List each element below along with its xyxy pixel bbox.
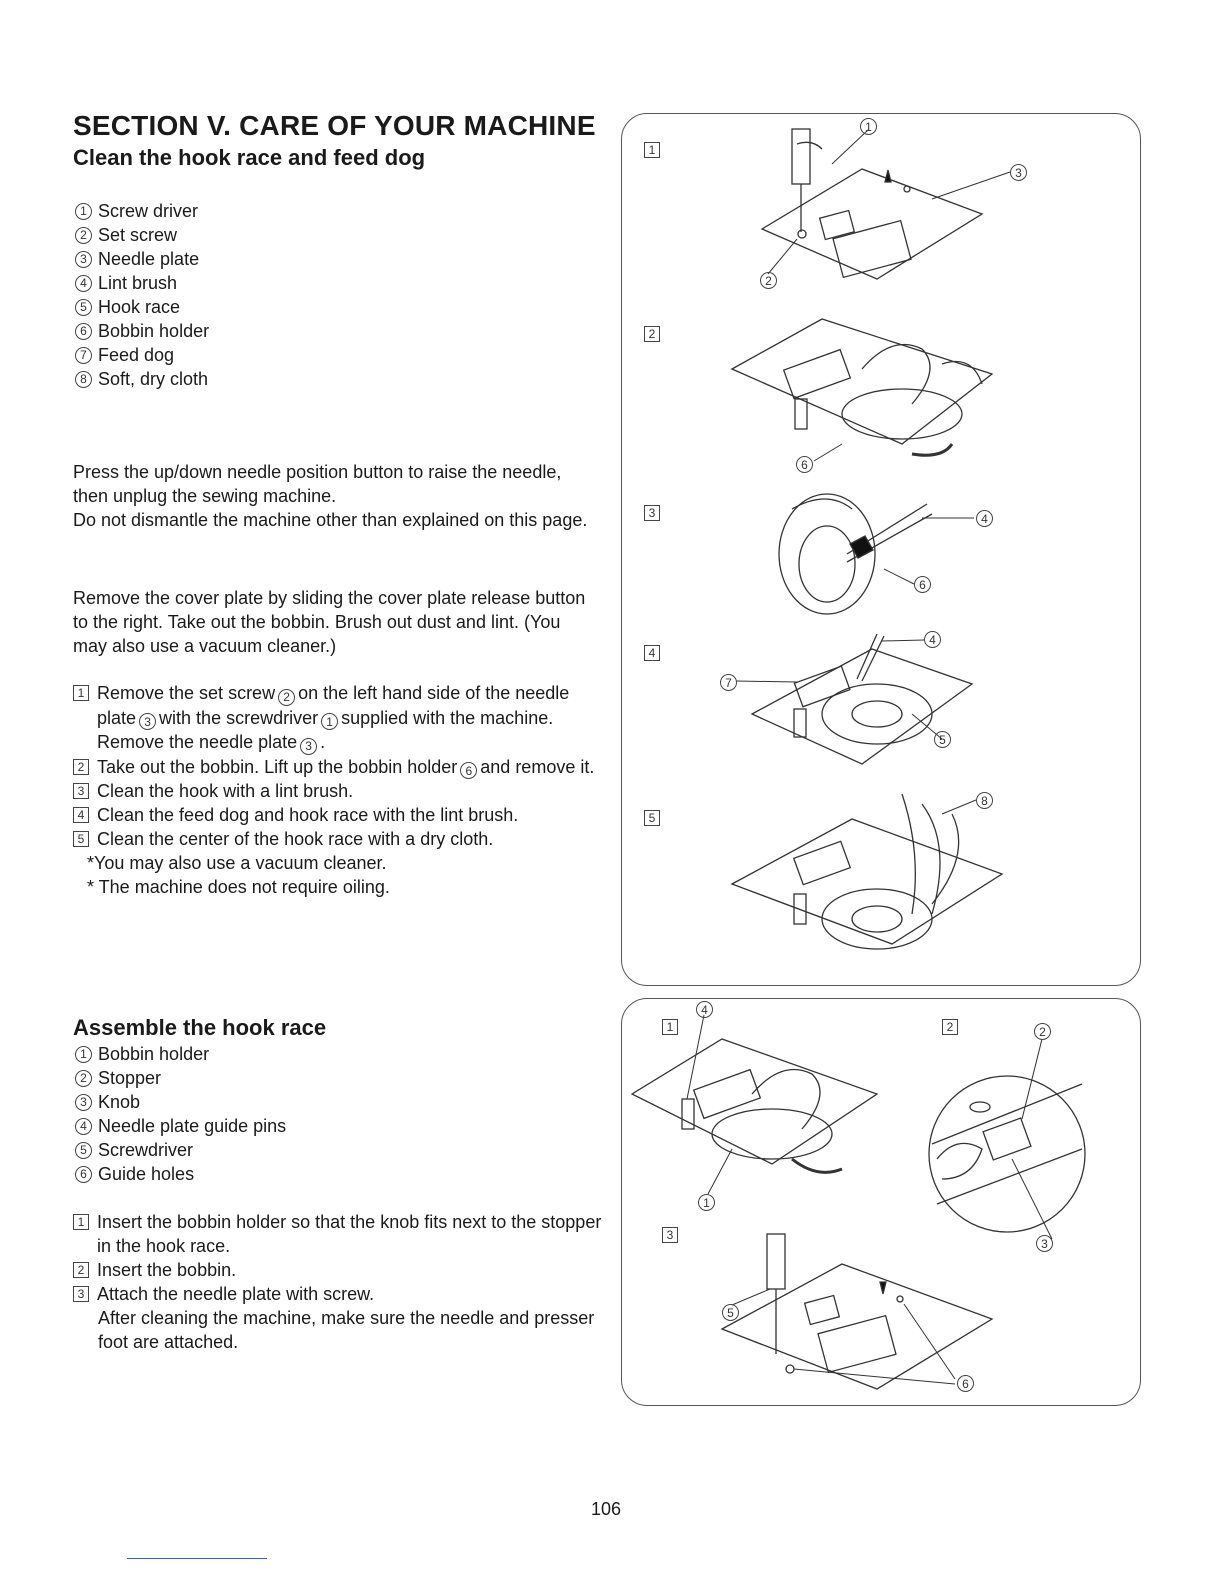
step-number-box: 3: [73, 1286, 89, 1302]
list-item: 6 Guide holes: [75, 1162, 286, 1186]
step-1: 1 Insert the bobbin holder so that the knob fits next to the stopper in the hook race.: [73, 1210, 603, 1258]
callout-number: 3: [1036, 1235, 1053, 1252]
callout-number: 8: [976, 792, 993, 809]
callout-number: 7: [720, 674, 737, 691]
list-item: 1 Screw driver: [75, 199, 209, 223]
footer-rule: [127, 1558, 267, 1559]
step-number-box: 1: [662, 1019, 678, 1035]
circled-number: 4: [75, 1118, 92, 1135]
callout-number: 5: [934, 731, 951, 748]
step-1: 1 Remove the set screw 2 on the left hand side of the needle plate 3 with the screwdriver 1 supplied with the machine. Remove the needle plate 3 .: [73, 681, 603, 755]
list-item: 1 Bobbin holder: [75, 1042, 286, 1066]
step-number-box: 1: [73, 1214, 89, 1230]
circled-number: 6: [75, 323, 92, 340]
step-3: 3 Clean the hook with a lint brush.: [73, 779, 603, 803]
callout-number: 2: [1034, 1023, 1051, 1040]
callout-number: 6: [796, 456, 813, 473]
instruction-paragraph: Press the up/down needle position button to raise the needle, then unplug the sewing machine.: [73, 462, 562, 506]
step-number-box: 5: [73, 831, 89, 847]
instruction-paragraph: Remove the cover plate by sliding the cover plate release button to the right. Take out the bobbin. Brush out dust and lint. (You may also use a vacuum cleaner.): [73, 588, 586, 656]
after-note: After cleaning the machine, make sure the needle and presser foot are attached.: [98, 1308, 595, 1352]
step-2: 2 Take out the bobbin. Lift up the bobbin holder 6 and remove it.: [73, 755, 603, 780]
circled-number: 1: [75, 1046, 92, 1063]
callout-number: 3: [1010, 164, 1027, 181]
step-number-box: 5: [644, 810, 660, 826]
circled-number: 5: [75, 1142, 92, 1159]
lint-brush-illustration: [779, 494, 932, 614]
step-5: 5 Clean the center of the hook race with a dry cloth.: [73, 827, 603, 851]
note: * The machine does not require oiling.: [87, 877, 390, 897]
list-item: 5 Hook race: [75, 295, 209, 319]
insert-bobbin-holder-illustration: [632, 1039, 877, 1172]
callout-number: 2: [760, 272, 777, 289]
assemble-parts-list: [75, 1042, 286, 1186]
circled-number: 6: [75, 1166, 92, 1183]
callout-number: 4: [976, 510, 993, 527]
callout-number: 1: [698, 1194, 715, 1211]
step-number-box: 2: [73, 759, 89, 775]
bobbin-holder-removal-illustration: [732, 319, 992, 455]
assemble-steps: [73, 1210, 603, 1354]
circled-number: 3: [75, 251, 92, 268]
step-number-box: 4: [644, 645, 660, 661]
step-number-box: 1: [644, 142, 660, 158]
list-item: 3 Knob: [75, 1090, 286, 1114]
stopper-detail-illustration: [929, 1076, 1085, 1232]
callout-number: 4: [696, 1001, 713, 1018]
list-item: 5 Screwdriver: [75, 1138, 286, 1162]
step-4: 4 Clean the feed dog and hook race with the lint brush.: [73, 803, 603, 827]
circled-number: 2: [75, 1070, 92, 1087]
list-item: 4 Needle plate guide pins: [75, 1114, 286, 1138]
step-number-box: 2: [942, 1019, 958, 1035]
step-number-box: 3: [73, 783, 89, 799]
callout-number: 4: [924, 631, 941, 648]
circled-number: 8: [75, 371, 92, 388]
step-number-box: 2: [644, 326, 660, 342]
circled-number: 5: [75, 299, 92, 316]
callout-number: 5: [722, 1304, 739, 1321]
step-number-box: 2: [73, 1262, 89, 1278]
callout-number: 1: [860, 118, 877, 135]
list-item: 3 Needle plate: [75, 247, 209, 271]
instruction-paragraph: Do not dismantle the machine other than explained on this page.: [73, 510, 588, 530]
list-item: 8 Soft, dry cloth: [75, 367, 209, 391]
circled-number: 7: [75, 347, 92, 364]
list-item: 2 Set screw: [75, 223, 209, 247]
dry-cloth-illustration: [732, 794, 1002, 949]
circled-number: 3: [75, 1094, 92, 1111]
step-number-box: 3: [644, 505, 660, 521]
step-3: 3 Attach the needle plate with screw.: [73, 1282, 603, 1306]
step-number-box: 4: [73, 807, 89, 823]
list-item: 4 Lint brush: [75, 271, 209, 295]
page-number: 106: [590, 1499, 622, 1519]
needle-plate-illustration: [762, 129, 982, 279]
figure-assemble-panel: [621, 998, 1141, 1406]
step-number-box: 3: [662, 1227, 678, 1243]
callout-number: 6: [957, 1375, 974, 1392]
circled-number: 4: [75, 275, 92, 292]
note: *You may also use a vacuum cleaner.: [87, 853, 387, 873]
list-item: 2 Stopper: [75, 1066, 286, 1090]
step-number-box: 1: [73, 685, 89, 701]
clean-heading: Clean the hook race and feed dog: [73, 145, 426, 170]
assemble-heading: Assemble the hook race: [73, 1015, 327, 1040]
figure-clean-panel: [621, 113, 1141, 986]
circled-number: 1: [75, 203, 92, 220]
step-2: 2 Insert the bobbin.: [73, 1258, 603, 1282]
section-title: SECTION V. CARE OF YOUR MACHINE: [73, 110, 596, 141]
list-item: 6 Bobbin holder: [75, 319, 209, 343]
clean-illustrations: [622, 114, 1142, 987]
callout-number: 6: [914, 576, 931, 593]
clean-parts-list: [75, 199, 209, 391]
circled-number: 2: [75, 227, 92, 244]
clean-steps: [73, 681, 603, 899]
list-item: 7 Feed dog: [75, 343, 209, 367]
attach-needle-plate-illustration: [722, 1234, 992, 1389]
